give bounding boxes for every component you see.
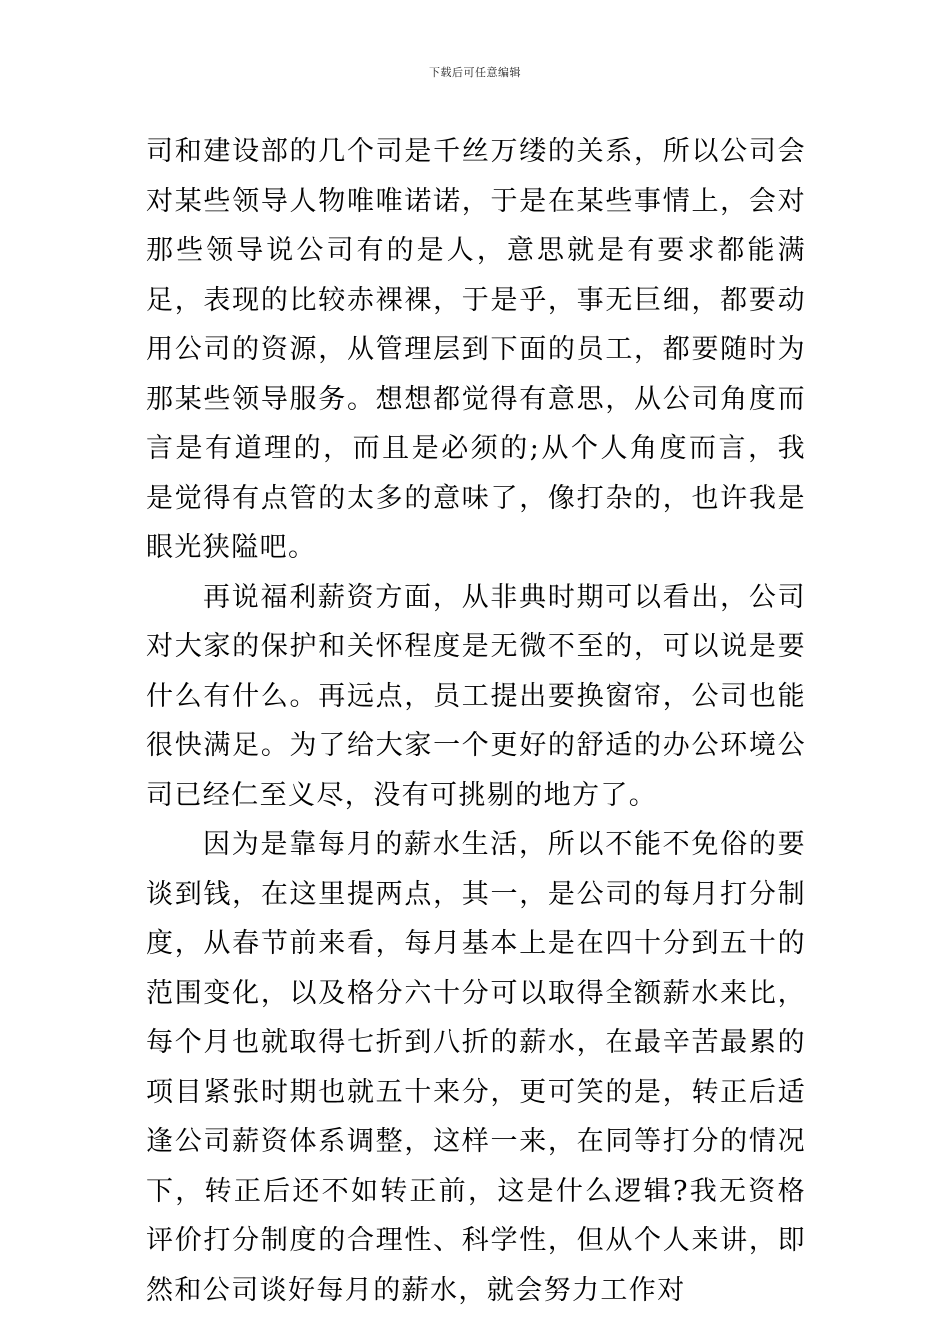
paragraph-1: 司和建设部的几个司是千丝万缕的关系，所以公司会对某些领导人物唯唯诺诺，于是在某些事情上，会对那些领导说公司有的是人，意思就是有要求都能满足，表现的比较赤裸裸，于是乎，事无巨细，都要动用公司的资源，从管理层到下面的员工，都要随时为那某些领导服务。想想都觉得有意思，从公司角度而言是有道理的，而且是必须的;从个人角度而言，我是觉得有点管的太多的意味了，像打杂的，也许我是眼光狭隘吧。 [146, 136, 806, 563]
paragraph-2: 再说福利薪资方面，从非典时期可以看出，公司对大家的保护和关怀程度是无微不至的，可以说是要什么有什么。再远点，员工提出要换窗帘，公司也能很快满足。为了给大家一个更好的舒适的办公环境公司已经仁至义尽，没有可挑剔的地方了。 [146, 581, 806, 811]
paragraph-3: 因为是靠每月的薪水生活，所以不能不免俗的要谈到钱，在这里提两点，其一，是公司的每月打分制度，从春节前来看，每月基本上是在四十分到五十的范围变化，以及格分六十分可以取得全额薪水来比，每个月也就取得七折到八折的薪水，在最辛苦最累的项目紧张时期也就五十来分，更可笑的是，转正后适逢公司薪资体系调整，这样一来，在同等打分的情况下，转正后还不如转正前，这是什么逻辑?我无资格评价打分制度的合理性、科学性，但从个人来讲，即然和公司谈好每月的薪水，就会努力工作对 [146, 829, 806, 1306]
document-body [146, 127, 806, 1315]
page-header-note: 下载后可任意编辑 [429, 66, 521, 79]
